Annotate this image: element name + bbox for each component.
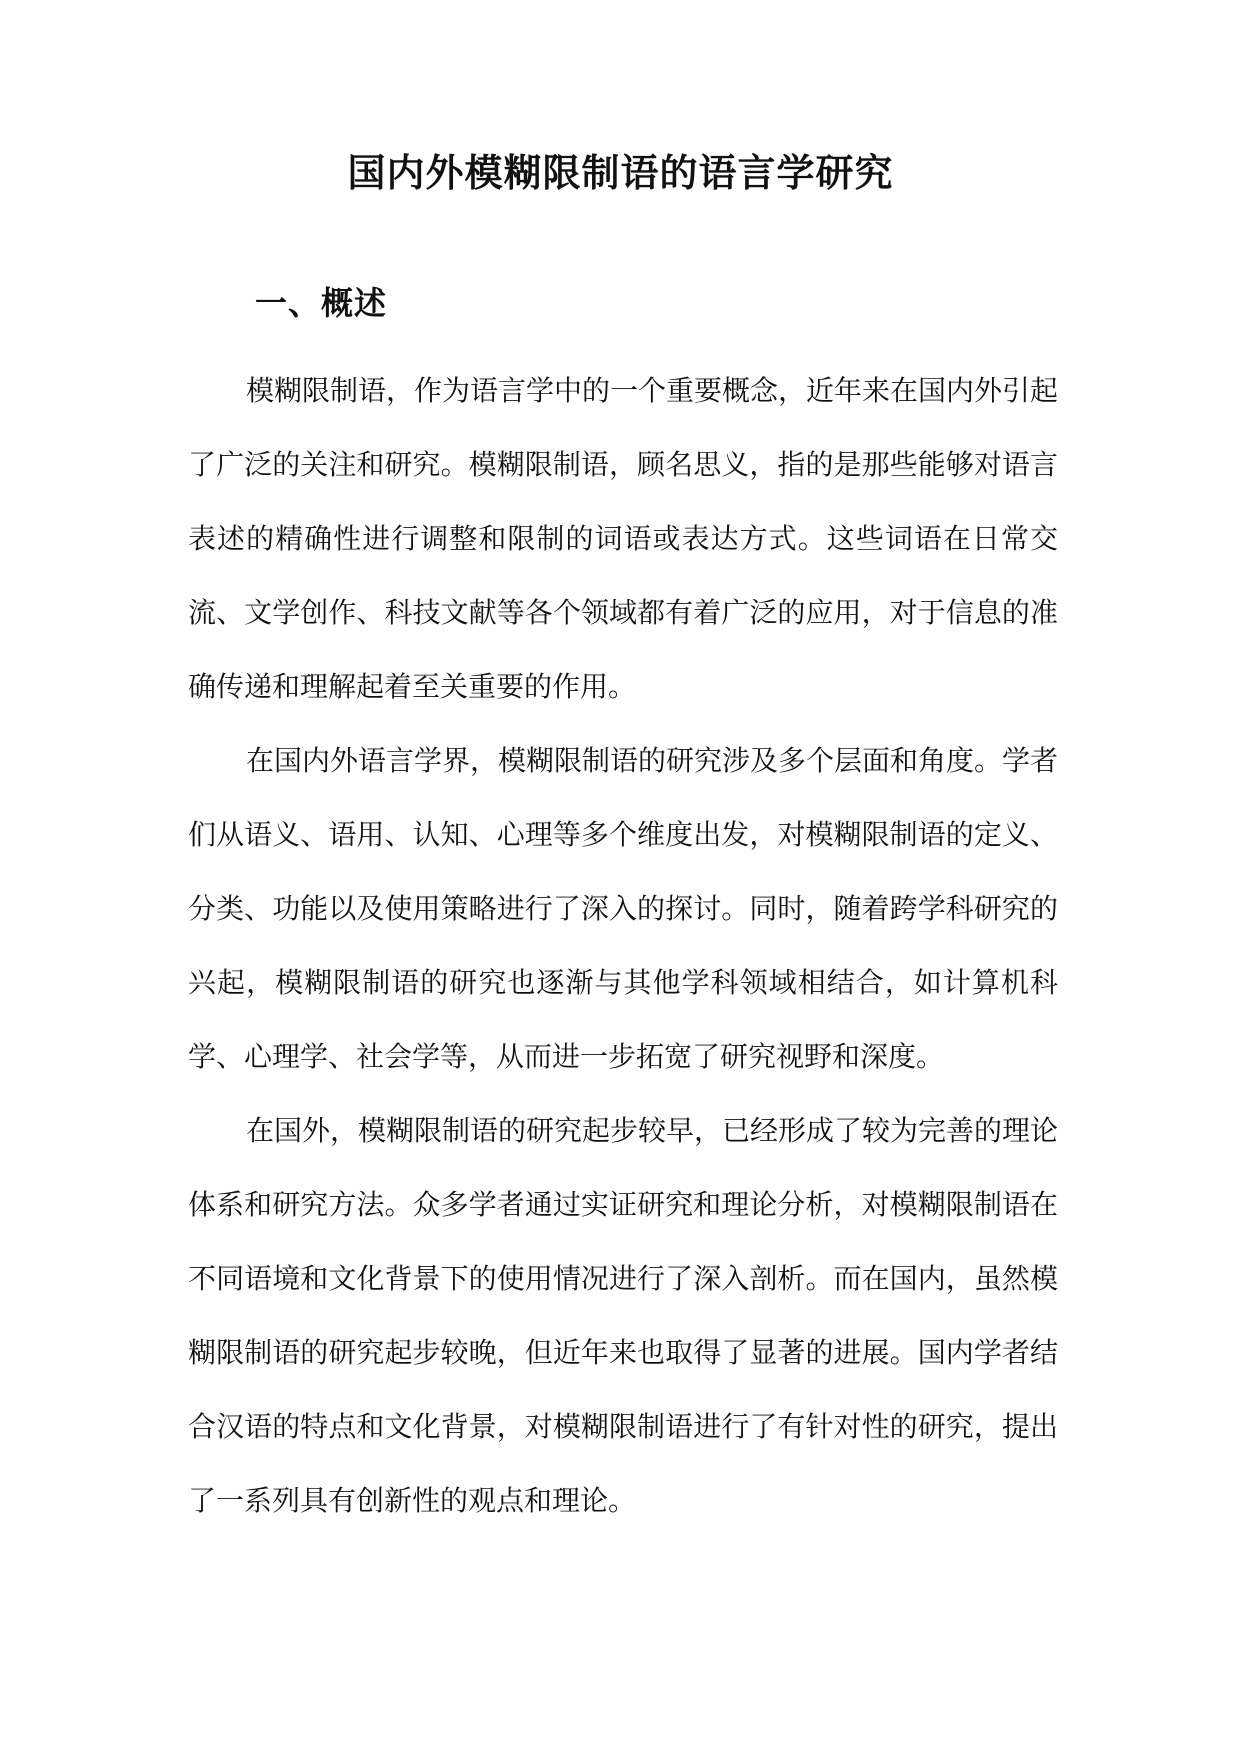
paragraph-2: 在国内外语言学界，模糊限制语的研究涉及多个层面和角度。学者们从语义、语用、认知、心理等多个维度出发，对模糊限制语的定义、分类、功能以及使用策略进行了深入的探讨。同时，随着跨学科研究的兴起，模糊限制语的研究也逐渐与其他学科领域相结合，如计算机科学、心理学、社会学等，从而进一步拓宽了研究视野和深度。 (188, 744, 1059, 1073)
paragraph-1: 模糊限制语，作为语言学中的一个重要概念，近年来在国内外引起了广泛的关注和研究。模糊限制语，顾名思义，指的是那些能够对语言表述的精确性进行调整和限制的词语或表达方式。这些词语在日常交流、文学创作、科技文献等各个领域都有着广泛的应用，对于信息的准确传递和理解起着至关重要的作用。 (188, 374, 1059, 703)
section-heading: 一、概述 (255, 284, 388, 322)
paragraph-3: 在国外，模糊限制语的研究起步较早，已经形成了较为完善的理论体系和研究方法。众多学者通过实证研究和理论分析，对模糊限制语在不同语境和文化背景下的使用情况进行了深入剖析。而在国内，虽然模糊限制语的研究起步较晚，但近年来也取得了显著的进展。国内学者结合汉语的特点和文化背景，对模糊限制语进行了有针对性的研究，提出了一系列具有创新性的观点和理论。 (188, 1114, 1059, 1517)
document-title: 国内外模糊限制语的语言学研究 (347, 150, 894, 195)
